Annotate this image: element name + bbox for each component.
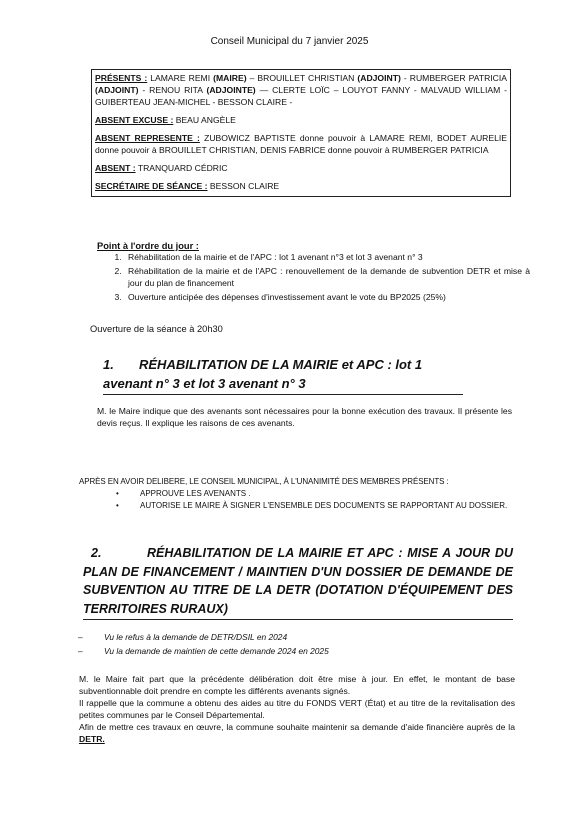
agenda-item: 3. Ouverture anticipée des dépenses d'investissement avant le vote du BP2025 (25%) [124,291,530,303]
agenda-heading: Point à l'ordre du jour : [97,241,199,251]
consideration-item: – Vu la demande de maintien de cette demande 2024 en 2025 [78,646,518,658]
decision-item: • AUTORISE LE MAIRE À SIGNER L'ENSEMBLE DES DOCUMENTS SE RAPPORTANT AU DOSSIER. [116,500,516,511]
decision-item: • APPROUVE LES AVENANTS . [116,488,516,499]
secretaire-label: SECRÉTAIRE DE SÉANCE : [95,181,208,192]
absent-represente-label: ABSENT REPRESENTE : [95,133,200,144]
absent-line [95,162,507,174]
presents-text: LAMARE REMI [147,73,214,83]
secretaire-value: BESSON CLAIRE [207,181,280,192]
section-1-heading [103,355,463,395]
role-tag: (ADJOINT) [95,85,139,96]
agenda-item: 1. Réhabilitation de la mairie et de l'APC : lot 1 avenant n°3 et lot 3 avenant n° 3 [124,251,530,263]
secretaire-line [95,180,507,192]
section-1-title: RÉHABILITATION DE LA MAIRIE et APC : lot 1 avenant n° 3 et lot 3 avenant n° 3 [103,357,423,391]
session-opening: Ouverture de la séance à 20h30 [90,324,223,334]
role-tag: (MAIRE) [213,73,247,83]
presents-text: – BROUILLET CHRISTIAN [246,73,358,83]
paragraph-text: Afin de mettre ces travaux en œuvre, la commune souhaite maintenir sa demande d'aide financière auprès de la [79,722,515,733]
attendance-box [91,69,511,197]
role-tag: (ADJOINTE) [206,85,256,96]
detr-reference: DETR. [79,734,105,745]
considerations-list [78,632,518,660]
paragraph: Il rappelle que la commune a obtenu des aides au titre du FONDS VERT (État) et au titre de la revitalisation des petites communes par le Conseil Départemental. [79,698,515,721]
absent-represente-line [95,132,507,156]
consideration-item: – Vu le refus à la demande de DETR/DSIL en 2024 [78,632,518,644]
section-1-number: 1. [103,357,114,372]
section-2-heading [83,544,513,620]
role-tag: (ADJOINT) [357,73,401,83]
paragraph [79,721,515,745]
absent-excuse-label: ABSENT EXCUSE : [95,115,174,126]
absent-label: ABSENT : [95,163,136,174]
absent-excuse-line [95,114,507,126]
agenda-item: 2. Réhabilitation de la mairie et de l'APC : renouvellement de la demande de subvention DETR et mise à jour du plan de financement [124,265,530,289]
presents-label: PRÉSENTS : [95,73,148,83]
document-title: Conseil Municipal du 7 janvier 2025 [210,36,369,47]
section-2-number: 2. [91,546,102,560]
section-2-title: RÉHABILITATION DE LA MAIRIE ET APC : MISE A JOUR DU PLAN DE FINANCEMENT / MAINTIEN D'UN DOSSIER DE DEMANDE DE SUBVENTION AU TITRE DE LA DETR (DOTATION D'ÉQUIPEMENT DES TERRITOIRES RURAUX) [83,546,513,616]
presents-text: - RENOU RITA [138,85,207,96]
paragraph: M. le Maire fait part que la précédente délibération doit être mise à jour. En effet, le montant de base subventionnable doit prendre en compte les différents avenants signés. [79,674,515,697]
absent-value: TRANQUARD CÉDRIC [135,163,228,174]
deliberation-statement: APRÈS EN AVOIR DELIBERE, LE CONSEIL MUNICIPAL, À L'UNANIMITÉ DES MEMBRES PRÉSENTS : [79,477,449,486]
presents-line [95,72,507,108]
decision-list [116,488,516,512]
section-2-text [79,673,515,745]
absent-represente-value: ZUBOWICZ BAPTISTE donne pouvoir à LAMARE REMI, BODET AURELIE donne pouvoir à BROUILLET CHRISTIAN, DENIS FABRICE donne pouvoir à RUMBERGER PATRICIA [95,133,508,156]
section-1-text: M. le Maire indique que des avenants sont nécessaires pour la bonne exécution des travaux. Il présente les devis reçus. Il explique les raisons de ces avenants. [97,406,512,429]
presents-text: — CLERTE LOÏC – LOUYOT FANNY - MALVAUD WILLIAM - GUIBERTEAU JEAN-MICHEL - BESSON CLAIRE - [95,85,508,108]
agenda-list [104,251,530,305]
presents-text: - RUMBERGER PATRICIA [400,73,507,83]
absent-excuse-value: BEAU ANGÈLE [173,115,236,126]
